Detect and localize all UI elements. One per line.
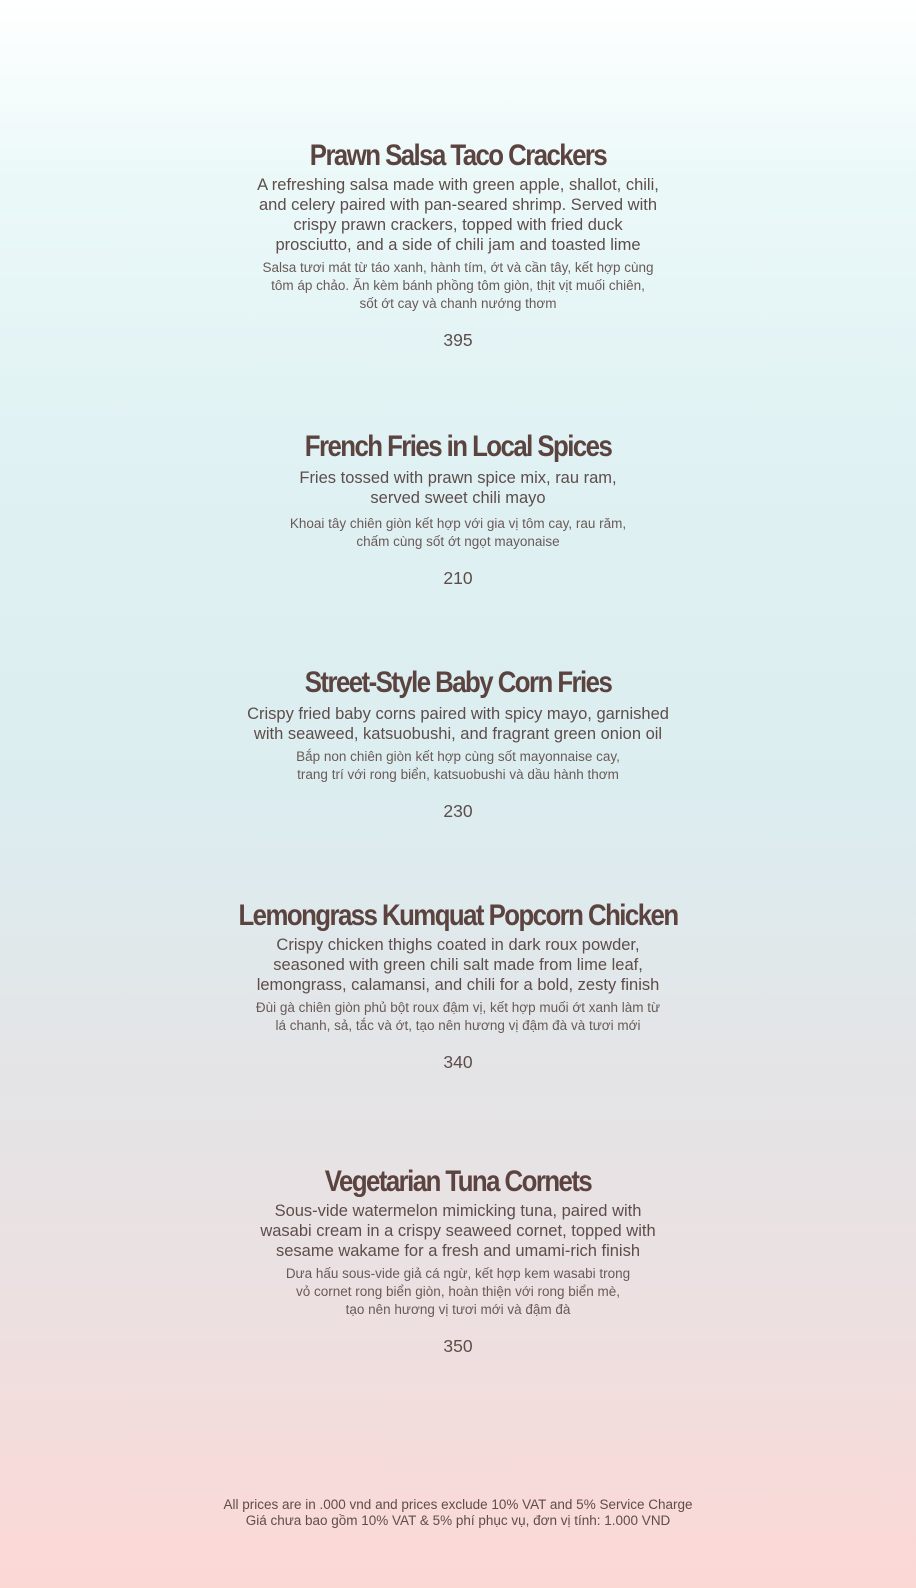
item-description-vi (0, 999, 916, 1035)
description-line: tạo nên hương vị tươi mới và đậm đà (345, 1302, 571, 1317)
menu-item (0, 430, 916, 589)
item-description-en (0, 704, 916, 744)
item-title: Street-Style Baby Corn Fries (304, 666, 612, 699)
description-line: trang trí với rong biển, katsuobushi và dầu hành thơm (297, 767, 619, 782)
menu-item (0, 139, 916, 351)
menu-item (0, 899, 916, 1073)
description-line: Salsa tươi mát từ táo xanh, hành tím, ớt và cần tây, kết hợp cùng (262, 260, 654, 275)
item-price: 210 (443, 568, 473, 588)
description-line: sốt ớt cay và chanh nướng thơm (359, 296, 557, 311)
disclaimer-vi: Giá chưa bao gồm 10% VAT & 5% phí phục vụ, đơn vị tính: 1.000 VND (245, 1513, 671, 1528)
item-description-vi (0, 259, 916, 313)
item-description-en (0, 1201, 916, 1261)
menu-item (0, 1165, 916, 1357)
item-description-en (0, 468, 916, 508)
description-line: Dưa hấu sous-vide giả cá ngừ, kết hợp kem wasabi trong (285, 1266, 631, 1281)
description-line: seasoned with green chili salt made from lime leaf, (273, 956, 643, 974)
description-line: A refreshing salsa made with green apple, shallot, chili, (257, 176, 659, 194)
description-line: vỏ cornet rong biển giòn, hoàn thiện với rong biển mè, (295, 1284, 621, 1299)
description-line: lá chanh, sả, tắc và ớt, tạo nên hương vị đậm đà và tươi mới (275, 1018, 641, 1033)
description-line: Fries tossed with prawn spice mix, rau ram, (299, 469, 617, 487)
price-disclaimer (0, 1497, 916, 1529)
item-price: 340 (443, 1052, 473, 1072)
description-line: served sweet chili mayo (370, 489, 546, 507)
item-description-en (0, 935, 916, 995)
description-line: prosciutto, and a side of chili jam and toasted lime (275, 236, 641, 254)
item-price: 350 (443, 1336, 473, 1356)
item-title: Vegetarian Tuna Cornets (324, 1165, 592, 1198)
description-line: Crispy fried baby corns paired with spicy mayo, garnished (247, 705, 669, 723)
description-line: wasabi cream in a crispy seaweed cornet, topped with (260, 1222, 656, 1240)
disclaimer-en: All prices are in .000 vnd and prices exclude 10% VAT and 5% Service Charge (223, 1497, 693, 1512)
description-line: Đùi gà chiên giòn phủ bột roux đậm vị, kết hợp muối ớt xanh làm từ (255, 1000, 661, 1015)
item-price: 395 (443, 330, 473, 350)
item-title: French Fries in Local Spices (304, 430, 612, 463)
item-description-en (0, 175, 916, 255)
item-title: Prawn Salsa Taco Crackers (309, 139, 607, 172)
description-line: Khoai tây chiên giòn kết hợp với gia vị tôm cay, rau răm, (289, 516, 627, 531)
description-line: Crispy chicken thighs coated in dark roux powder, (276, 936, 640, 954)
description-line: tôm áp chảo. Ăn kèm bánh phồng tôm giòn, thịt vịt muối chiên, (271, 278, 645, 293)
description-line: Bắp non chiên giòn kết hợp cùng sốt mayonnaise cay, (296, 749, 620, 764)
description-line: crispy prawn crackers, topped with fried duck (293, 216, 623, 234)
item-description-vi (0, 748, 916, 784)
item-title: Lemongrass Kumquat Popcorn Chicken (238, 899, 678, 932)
description-line: chấm cùng sốt ớt ngọt mayonaise (356, 534, 560, 549)
menu-item (0, 666, 916, 822)
item-price: 230 (443, 801, 473, 821)
description-line: and celery paired with pan-seared shrimp. Served with (258, 196, 658, 214)
description-line: Sous-vide watermelon mimicking tuna, paired with (274, 1202, 642, 1220)
description-line: sesame wakame for a fresh and umami-rich finish (275, 1242, 641, 1260)
item-description-vi (0, 1265, 916, 1319)
item-description-vi (0, 515, 916, 551)
description-line: lemongrass, calamansi, and chili for a bold, zesty finish (256, 976, 660, 994)
description-line: with seaweed, katsuobushi, and fragrant green onion oil (253, 725, 663, 743)
